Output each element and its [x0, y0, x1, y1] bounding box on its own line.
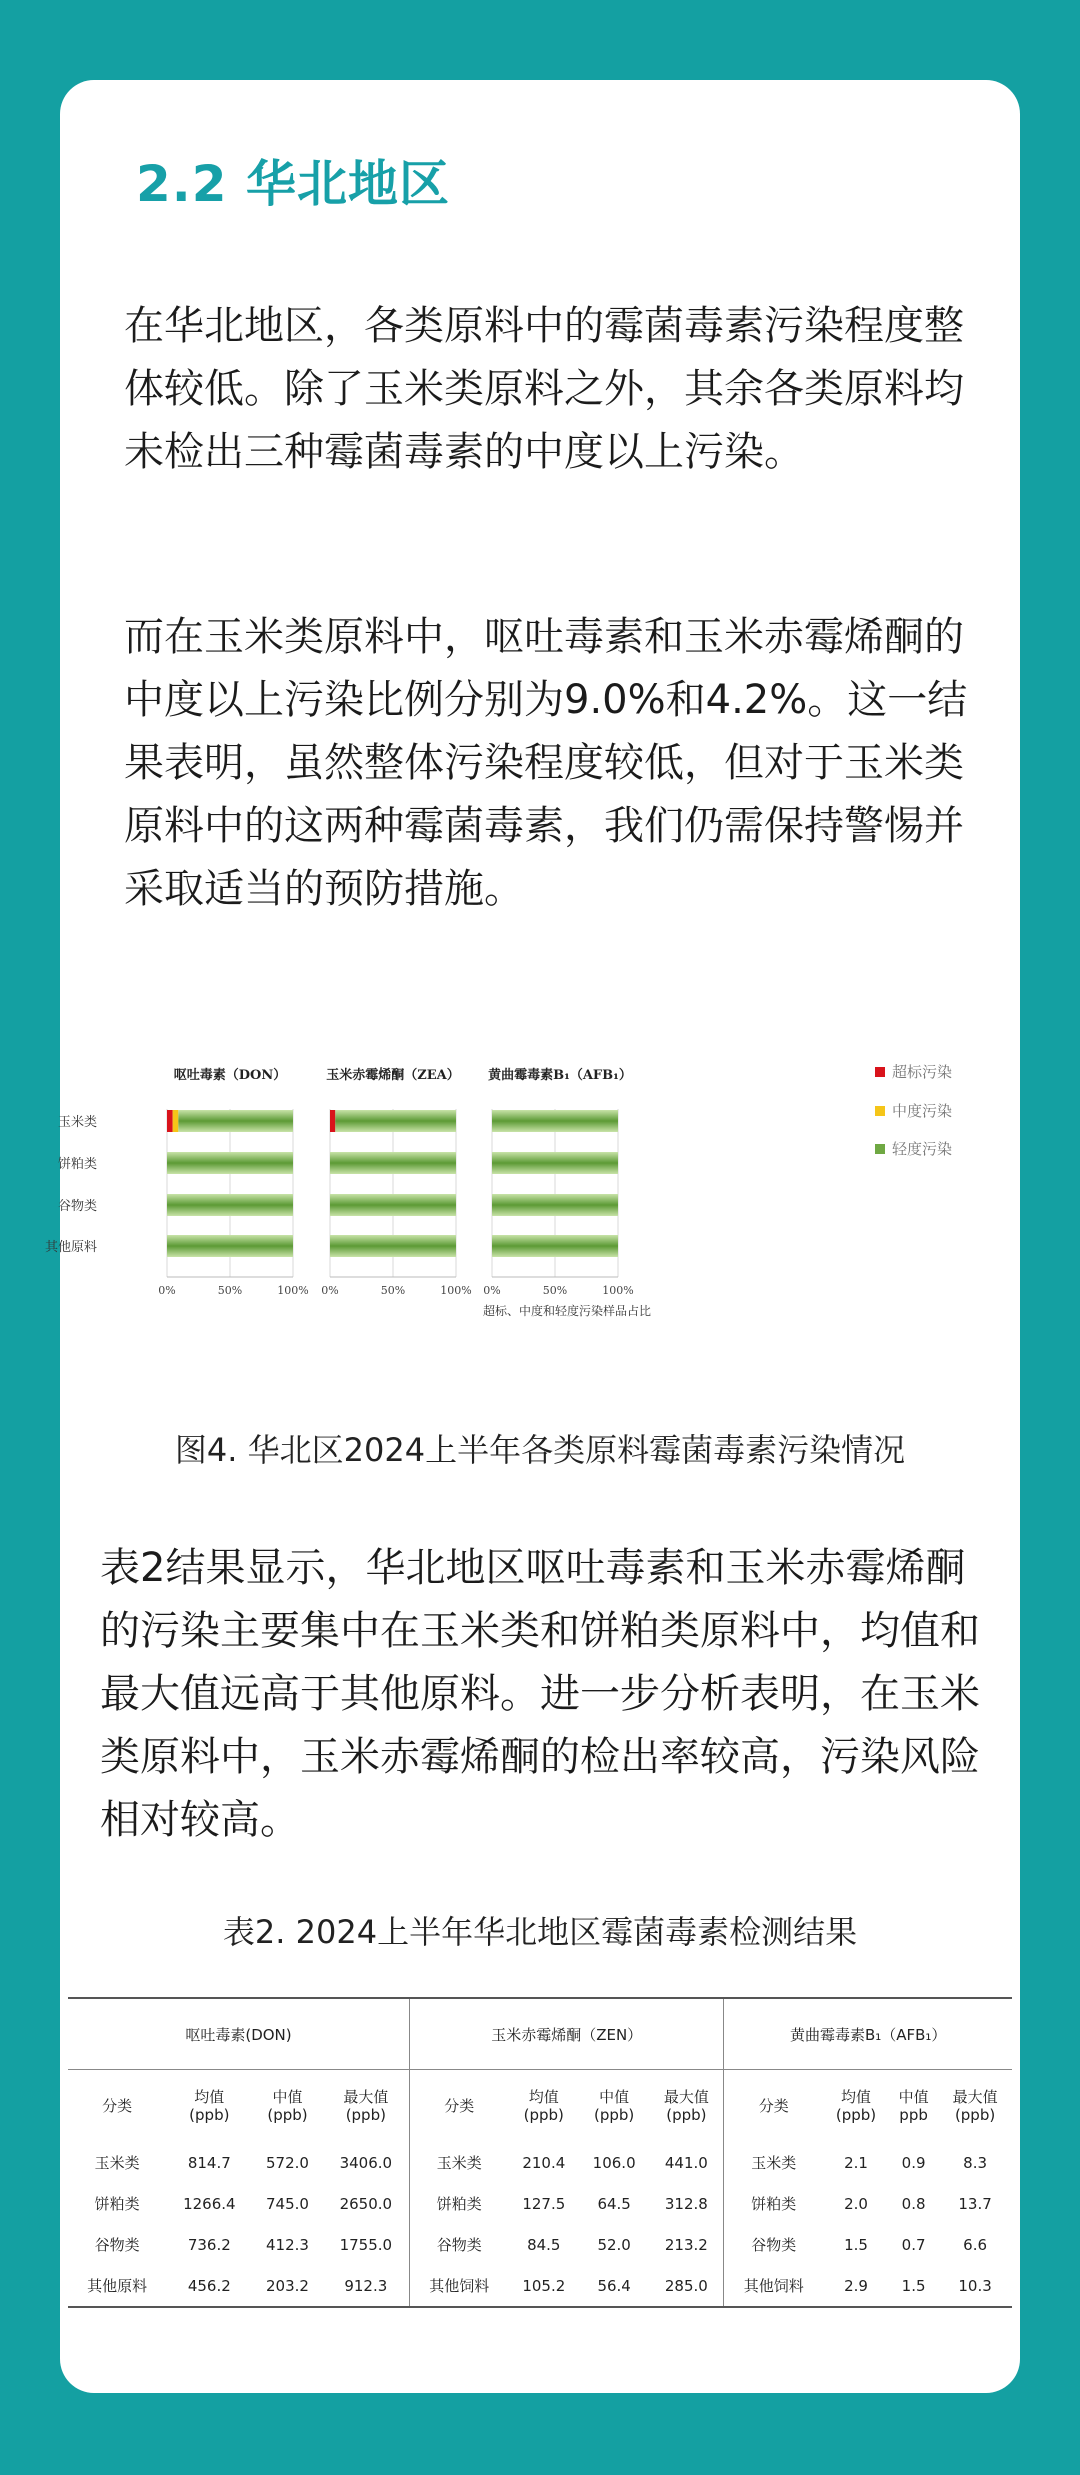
- table-cell: 6.6: [963, 2235, 988, 2254]
- column-header: 均值 (ppb): [523, 2088, 564, 2124]
- category-label: 玉米类: [57, 1115, 97, 1130]
- bar-segment: [167, 1110, 173, 1132]
- table-cell: 1755.0: [323, 2224, 410, 2265]
- table-body: [68, 2142, 1012, 2307]
- column-header: 中值 (ppb): [594, 2088, 635, 2124]
- table-cell: 127.5: [522, 2194, 566, 2213]
- table-cell: 210.4: [522, 2153, 566, 2172]
- table-group-header: [68, 1998, 1012, 2070]
- panel-title: 黄曲霉毒素B₁（AFB₁）: [488, 1068, 632, 1083]
- column-header: 最大值 (ppb): [952, 2088, 998, 2124]
- table-cell: 572.0: [266, 2153, 309, 2172]
- table-cell: 2.0: [844, 2194, 868, 2213]
- results-table: [68, 1997, 1012, 2308]
- column-header: 中值 (ppb): [267, 2088, 308, 2124]
- column-header: 中值 ppb: [898, 2088, 929, 2124]
- column-header: 分类: [102, 2097, 133, 2115]
- bar-segment: [330, 1152, 456, 1174]
- bar-segment: [173, 1110, 179, 1132]
- bar-segment: [335, 1110, 456, 1132]
- table-cell: 3406.0: [323, 2142, 410, 2183]
- section-title: 2.2 华北地区: [136, 155, 450, 213]
- category-label: 谷物类: [57, 1199, 97, 1214]
- table-cell: 1.5: [889, 2265, 938, 2307]
- legend-label: 轻度污染: [892, 1140, 953, 1158]
- table-cell: 2.1: [844, 2153, 868, 2172]
- table-cell: 106.0: [592, 2153, 636, 2172]
- column-header: 均值 (ppb): [189, 2088, 230, 2124]
- table-cell: 105.2: [509, 2265, 579, 2307]
- table-cell: 饼粕类: [94, 2195, 140, 2213]
- x-tick-label: 100%: [440, 1284, 472, 1297]
- table-cell: 736.2: [187, 2235, 231, 2254]
- bar-segment: [492, 1194, 618, 1216]
- table-cell: 456.2: [166, 2265, 252, 2307]
- table-cell: 0.8: [901, 2194, 926, 2213]
- x-tick-label: 50%: [380, 1284, 406, 1297]
- bar-segment: [492, 1235, 618, 1257]
- table-cell: 285.0: [649, 2265, 724, 2307]
- column-header: 最大值 (ppb): [649, 2070, 724, 2143]
- table-cell: 饼粕类: [751, 2195, 797, 2213]
- table-cell: 213.2: [649, 2224, 724, 2265]
- table-caption: 表2. 2024上半年华北地区霉菌毒素检测结果: [222, 1913, 858, 1951]
- x-tick-label: 50%: [542, 1284, 568, 1297]
- table-cell: 玉米类: [436, 2154, 482, 2172]
- table-cell: 10.3: [938, 2265, 1012, 2307]
- bar-segment: [167, 1235, 293, 1257]
- table-cell: 203.2: [252, 2265, 322, 2307]
- table-cell: 412.3: [266, 2235, 309, 2254]
- table-cell: 84.5: [527, 2235, 561, 2254]
- panel-title: 呕吐毒素（DON）: [173, 1068, 287, 1083]
- column-header: 均值 (ppb): [835, 2088, 877, 2124]
- table-cell: 441.0: [649, 2142, 724, 2183]
- paragraph-overview: 在华北地区，各类原料中的霉菌毒素污染程度整体较低。除了玉米类原料之外，其余各类原料均未检出三种霉菌毒素的中度以上污染。: [124, 303, 964, 475]
- group-header-zen: 玉米赤霉烯酮（ZEN）: [409, 1998, 723, 2070]
- table-row: [68, 2265, 1012, 2307]
- panel-title: 玉米赤霉烯酮（ZEA）: [326, 1068, 460, 1083]
- table-cell: 312.8: [649, 2183, 724, 2224]
- paragraph-corn: 而在玉米类原料中，呕吐毒素和玉米赤霉烯酮的中度以上污染比例分别为9.0%和4.2%。这一结果表明，虽然整体污染程度较低，但对于玉米类原料中的这两种霉菌毒素，我们仍需保持警惕并采取适当的预防措施。: [124, 614, 968, 912]
- paragraph-table-summary: 表2结果显示，华北地区呕吐毒素和玉米赤霉烯酮的污染主要集中在玉米类和饼粕类原料中，均值和最大值远高于其他原料。进一步分析表明，在玉米类原料中，玉米赤霉烯酮的检出率较高，污染风险相对较高。: [100, 1545, 980, 1843]
- table-cell: 其他饲料: [724, 2265, 823, 2307]
- table-cell: 814.7: [187, 2153, 231, 2172]
- bar-segment: [167, 1152, 293, 1174]
- x-tick-label: 100%: [602, 1284, 634, 1297]
- table-cell: 8.3: [963, 2153, 988, 2172]
- legend-swatch: [875, 1067, 885, 1077]
- bar-segment: [167, 1194, 293, 1216]
- bar-segment: [492, 1110, 618, 1132]
- legend-label: 超标污染: [892, 1063, 953, 1081]
- table-row: [68, 2183, 1012, 2224]
- legend-swatch: [875, 1144, 885, 1154]
- bar-segment: [178, 1110, 293, 1132]
- table-cell: 谷物类: [751, 2236, 797, 2254]
- category-label: 其他原料: [44, 1240, 97, 1255]
- table-cell: 玉米类: [94, 2154, 140, 2172]
- table-cell: 谷物类: [94, 2236, 140, 2254]
- figure-caption: 图4. 华北区2024上半年各类原料霉菌毒素污染情况: [174, 1431, 906, 1469]
- table-cell: 56.4: [579, 2265, 649, 2307]
- x-tick-label: 0%: [158, 1284, 176, 1297]
- table-cell: 谷物类: [436, 2236, 482, 2254]
- legend-label: 中度污染: [892, 1102, 953, 1120]
- table-row: [68, 2224, 1012, 2265]
- column-header: 分类: [444, 2097, 475, 2115]
- x-axis-title: 超标、中度和轻度污染样品占比: [483, 1304, 652, 1318]
- table-column-header: [68, 2070, 1012, 2143]
- column-header: 最大值 (ppb): [323, 2070, 410, 2143]
- table-cell: 饼粕类: [436, 2195, 482, 2213]
- results-table-wrap: [68, 1997, 1012, 2308]
- group-header-don: 呕吐毒素(DON): [68, 1998, 409, 2070]
- table-cell: 其他饲料: [409, 2265, 508, 2307]
- table-cell: 52.0: [597, 2235, 631, 2254]
- x-tick-label: 100%: [277, 1284, 309, 1297]
- x-tick-label: 50%: [217, 1284, 243, 1297]
- table-cell: 745.0: [266, 2194, 309, 2213]
- bar-segment: [330, 1194, 456, 1216]
- bar-segment: [330, 1235, 456, 1257]
- group-header-afb1: 黄曲霉毒素B₁（AFB₁）: [724, 1998, 1012, 2070]
- table-cell: 1.5: [844, 2235, 868, 2254]
- table-cell: 2650.0: [323, 2183, 410, 2224]
- bar-segment: [492, 1152, 618, 1174]
- category-label: 饼粕类: [57, 1157, 97, 1172]
- bar-segment: [330, 1110, 335, 1132]
- table-cell: 其他原料: [68, 2265, 166, 2307]
- table-cell: 13.7: [958, 2194, 992, 2213]
- legend-swatch: [875, 1106, 885, 1116]
- table-cell: 玉米类: [751, 2154, 797, 2172]
- chart-svg: [44, 1025, 1020, 1405]
- contamination-chart: [44, 1025, 1020, 1405]
- table-cell: 912.3: [323, 2265, 410, 2307]
- table-cell: 2.9: [823, 2265, 889, 2307]
- x-tick-label: 0%: [321, 1284, 339, 1297]
- table-row: [68, 2142, 1012, 2183]
- column-header: 分类: [758, 2097, 789, 2115]
- content-card: [44, 80, 1020, 2393]
- table-cell: 64.5: [597, 2194, 631, 2213]
- table-cell: 0.7: [901, 2235, 926, 2254]
- x-tick-label: 0%: [483, 1284, 501, 1297]
- table-cell: 0.9: [901, 2153, 926, 2172]
- table-cell: 1266.4: [183, 2194, 236, 2213]
